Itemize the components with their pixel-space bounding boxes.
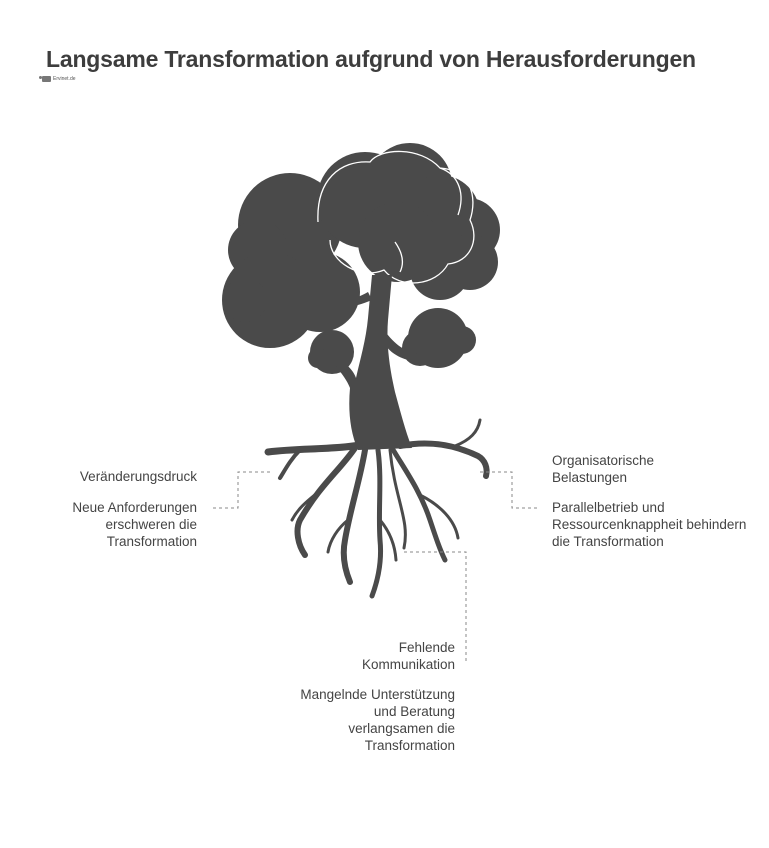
page-title: Langsame Transformation aufgrund von Herausforderungen [46,46,696,72]
connectors [212,472,540,662]
callout-title-left: Veränderungsdruck [79,469,197,484]
tree-trunk [330,275,420,450]
logo-text: Ervinet.de [53,76,76,82]
callout-text-left: Neue Anforderungen erschweren die Transformation [72,500,197,549]
connector-left [212,472,270,508]
callout-title-bottom: Fehlende Kommunikation [361,640,455,672]
callout-title-right: Organisatorische Belastungen [552,453,655,485]
callout-text-right: Parallelbetrieb und Ressourcenknappheit behindern die Transformation [552,500,747,549]
connector-right [480,472,540,508]
tree-canopy [222,143,500,374]
callout-text-bottom: Mangelnde Unterstützung und Beratung verlangsamen die Transformation [300,687,455,753]
